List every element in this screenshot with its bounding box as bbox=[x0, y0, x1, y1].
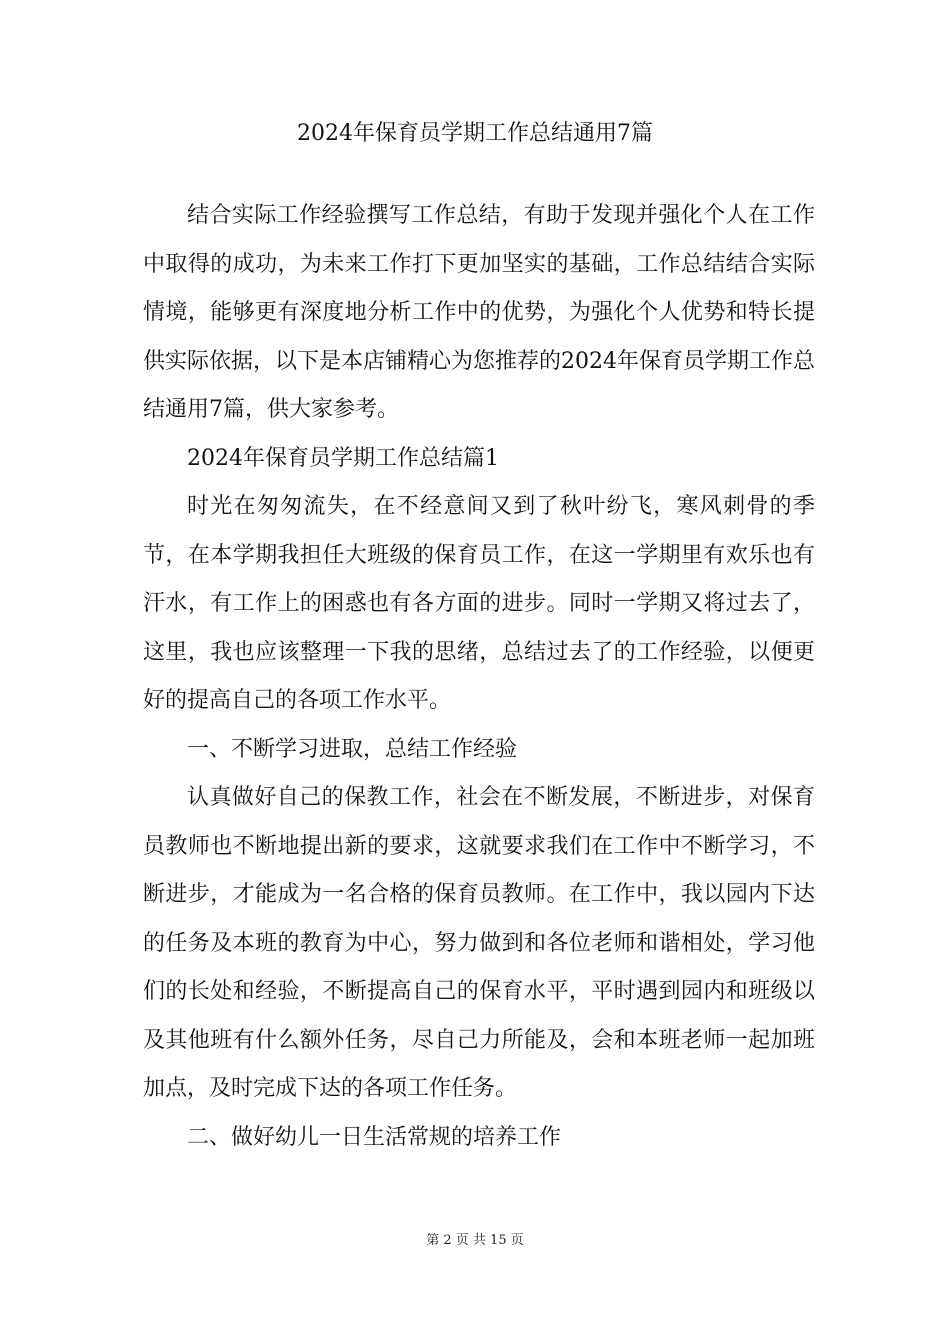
document-body bbox=[143, 192, 815, 1162]
document-title: 2024年保育员学期工作总结通用7篇 bbox=[297, 121, 653, 146]
body-paragraph: 认真做好自己的保教工作，社会在不断发展，不断进步，对保育员教师也不断地提出新的要求，这就要求我们在工作中不断学习，不断进步，才能成为一名合格的保育员教师。在工作中，我以园内下达的任务及本班的教育为中心，努力做到和各位老师和谐相处，学习他们的长处和经验，不断提高自己的保育水平，平时遇到园内和班级以及其他班有什么额外任务，尽自己力所能及，会和本班老师一起加班加点，及时完成下达的各项工作任务。 bbox=[143, 785, 815, 1101]
page-footer: 第 2 页 共 15 页 bbox=[426, 1233, 524, 1248]
subsection-heading-1: 一、不断学习进取，总结工作经验 bbox=[187, 736, 518, 762]
section-heading-part1: 2024年保育员学期工作总结篇1 bbox=[187, 445, 499, 471]
subsection-heading-2: 二、做好幼儿一日生活常规的培养工作 bbox=[187, 1124, 562, 1150]
intro-paragraph: 结合实际工作经验撰写工作总结，有助于发现并强化个人在工作中取得的成功，为未来工作打下更加坚实的基础，工作总结结合实际情境，能够更有深度地分析工作中的优势，为强化个人优势和特长提供实际依据，以下是本店铺精心为您推荐的2024年保育员学期工作总结通用7篇，供大家参考。 bbox=[143, 203, 815, 422]
body-paragraph: 时光在匆匆流失，在不经意间又到了秋叶纷飞，寒风刺骨的季节，在本学期我担任大班级的保育员工作，在这一学期里有欢乐也有汗水，有工作上的困惑也有各方面的进步。同时一学期又将过去了，这里，我也应该整理一下我的思绪，总结过去了的工作经验，以便更好的提高自己的各项工作水平。 bbox=[143, 494, 815, 713]
